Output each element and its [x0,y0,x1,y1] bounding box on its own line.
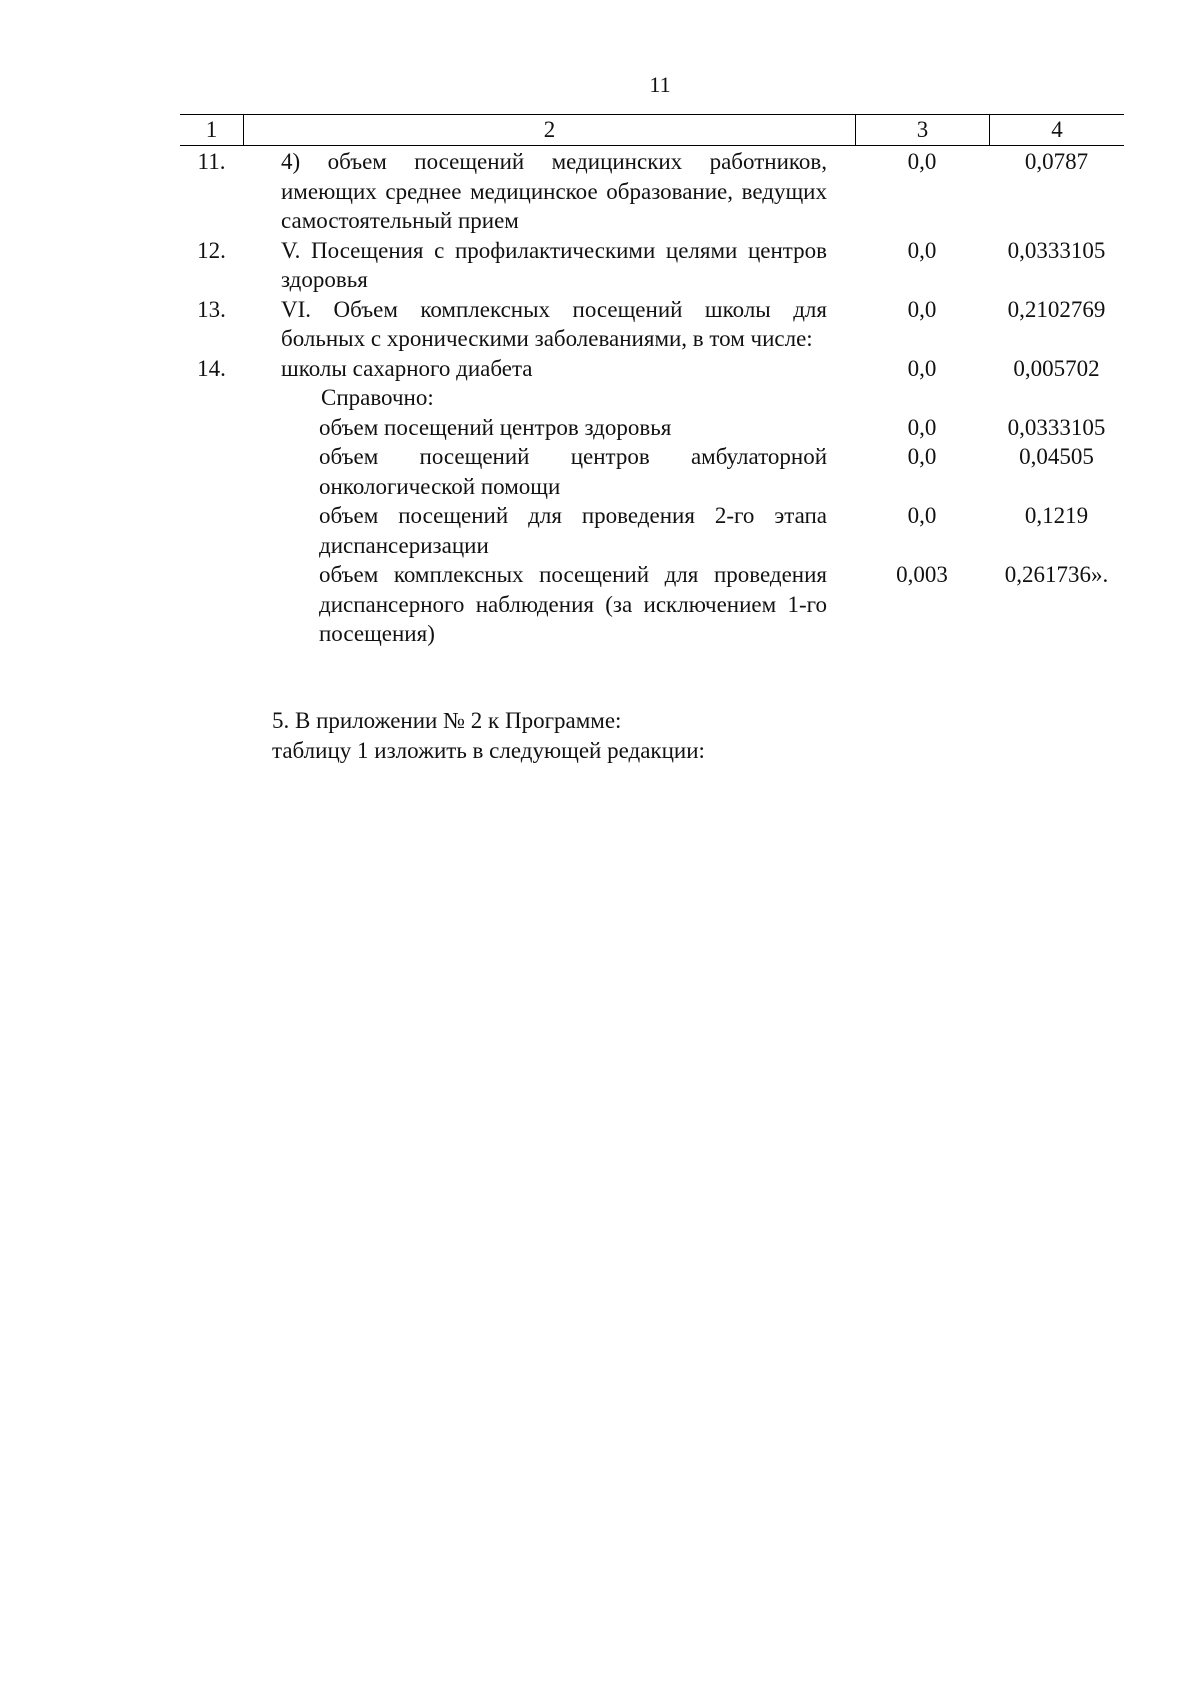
row-text: VI. Объем комплексных посещений школы для больных с хроническими заболеваниями, в том числе: [281,296,827,351]
row-value-col3: 0,0 [907,355,937,381]
reference-value-col3: 0,0 [907,414,937,440]
reference-value-col3: 0,0 [907,503,937,528]
reference-text: объем комплексных посещений для проведения диспансерного наблюдения (за исключением 1-го посещения) [319,562,827,646]
reference-value-col4: 0,261736». [1004,562,1109,587]
row-value-col3: 0,0 [907,237,937,263]
footer-line-2: таблицу 1 изложить в следующей редакции: [272,738,705,763]
header-col-2: 2 [243,115,855,145]
reference-row [180,442,1124,501]
reference-text: объем посещений для проведения 2-го этапа диспансеризации [319,503,827,558]
row-text: V. Посещения с профилактическими целями центров здоровья [281,237,827,292]
row-number: 12. [197,237,226,263]
header-col-3: 3 [855,115,989,145]
reference-value-col4: 0,04505 [1019,444,1094,469]
table-header [180,114,1124,146]
row-number: 14. [197,355,226,381]
reference-text: объем посещений центров здоровья [319,414,672,440]
row-value-col3: 0,0 [907,296,937,322]
reference-value-col4: 0,0333105 [1007,414,1106,440]
row-text: 4) объем посещений медицинских работников, имеющих среднее медицинское образование, ведущих самостоятельный прием [281,149,827,233]
table-row [180,236,1124,295]
row-value-col4: 0,005702 [1013,355,1100,381]
row-value-col4: 0,0333105 [1007,237,1106,263]
row-value-col4: 0,0787 [1024,149,1089,174]
reference-value-col4: 0,1219 [1024,503,1089,528]
table-row [180,354,1124,384]
table-row [180,147,1124,236]
table-body [180,147,1124,649]
reference-row [180,501,1124,560]
reference-value-col3: 0,003 [896,562,948,587]
reference-row [180,413,1124,443]
row-value-col3: 0,0 [907,149,937,174]
reference-text: объем посещений центров амбулаторной онкологической помощи [319,444,827,499]
footer-line-1: 5. В приложении № 2 к Программе: [272,708,622,733]
table-row [180,295,1124,354]
reference-row [180,560,1124,649]
footer-paragraph [272,706,705,766]
reference-label-row [180,383,1124,413]
row-number: 11. [197,149,226,174]
row-value-col4: 0,2102769 [1007,296,1106,322]
reference-label: Справочно: [321,385,434,410]
header-col-1: 1 [205,117,218,142]
reference-value-col3: 0,0 [907,444,937,469]
row-text: школы сахарного диабета [281,355,533,381]
row-number: 13. [197,296,226,322]
header-col-4: 4 [989,115,1124,145]
page-number: 11 [649,72,671,97]
